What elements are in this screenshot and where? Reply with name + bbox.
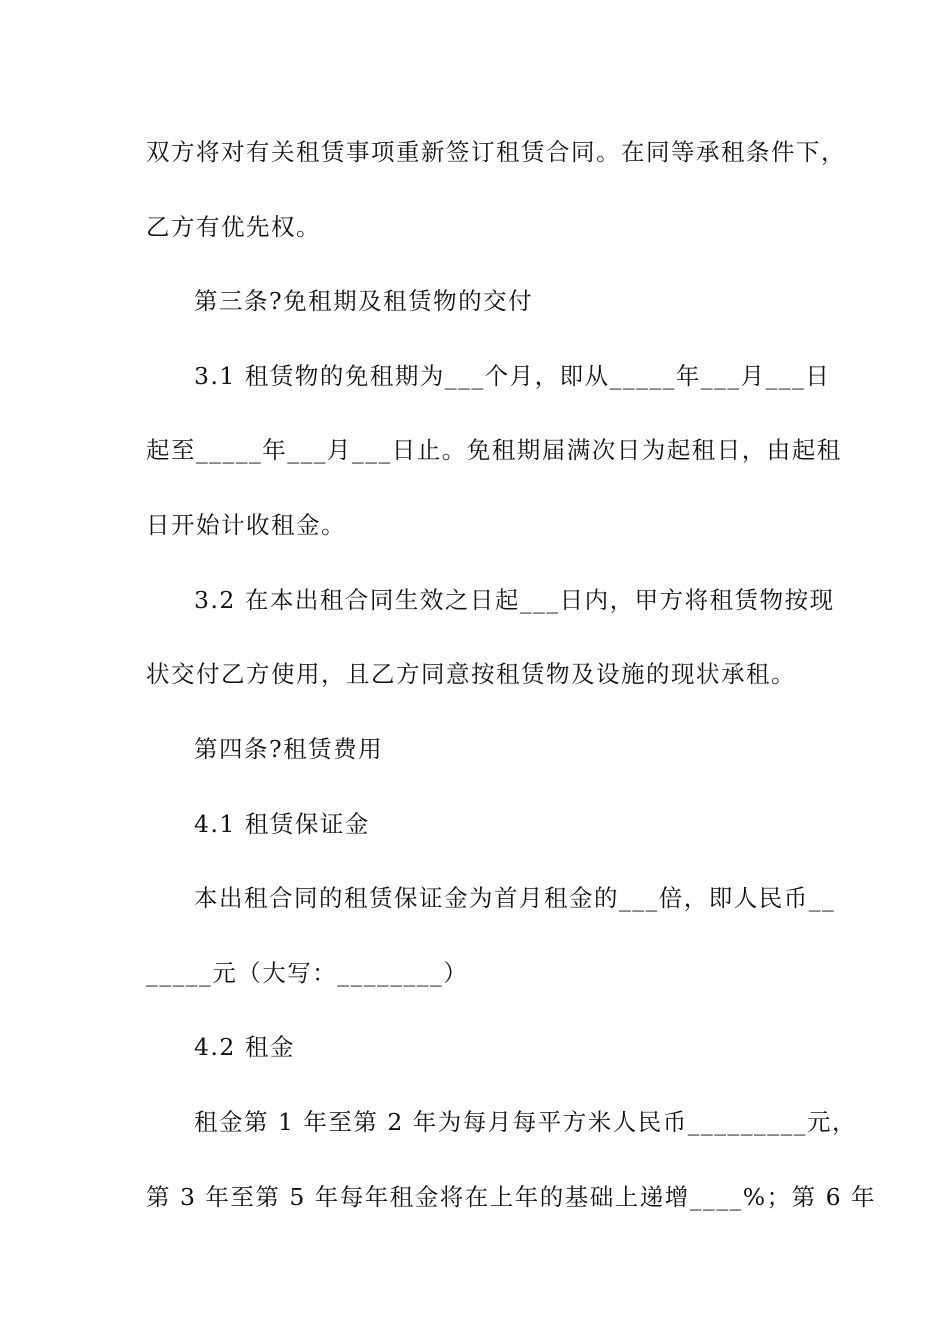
paragraph-line: 租金第 1 年至第 2 年为每月每平方米人民币_________元，: [194, 1108, 858, 1136]
paragraph-line: 日开始计收租金。: [146, 511, 346, 539]
clause-line: 3.2 在本出租合同生效之日起___日内，甲方将租赁物按现: [194, 586, 835, 614]
clause-heading: 4.2 租金: [194, 1033, 295, 1061]
article-heading: 第三条?免租期及租赁物的交付: [194, 287, 534, 315]
paragraph-line: 起至_____年___月___日止。免租期届满次日为起租日，由起租: [146, 436, 842, 464]
article-heading: 第四条?租赁费用: [194, 735, 384, 763]
paragraph-line: 本出租合同的租赁保证金为首月租金的___倍，即人民币__: [194, 884, 836, 912]
clause-line: 3.1 租赁物的免租期为___个月，即从_____年___月___日: [194, 362, 831, 390]
clause-heading: 4.1 租赁保证金: [194, 810, 370, 838]
paragraph-line: 第 3 年至第 5 年每年租金将在上年的基础上递增____%；第 6 年: [146, 1183, 877, 1211]
paragraph-line: 乙方有优先权。: [146, 213, 321, 241]
paragraph-line: _____元（大写：________）: [146, 959, 469, 987]
paragraph-line: 双方将对有关租赁事项重新签订租赁合同。在同等承租条件下，: [146, 138, 846, 166]
paragraph-line: 状交付乙方使用，且乙方同意按租赁物及设施的现状承租。: [146, 660, 796, 688]
